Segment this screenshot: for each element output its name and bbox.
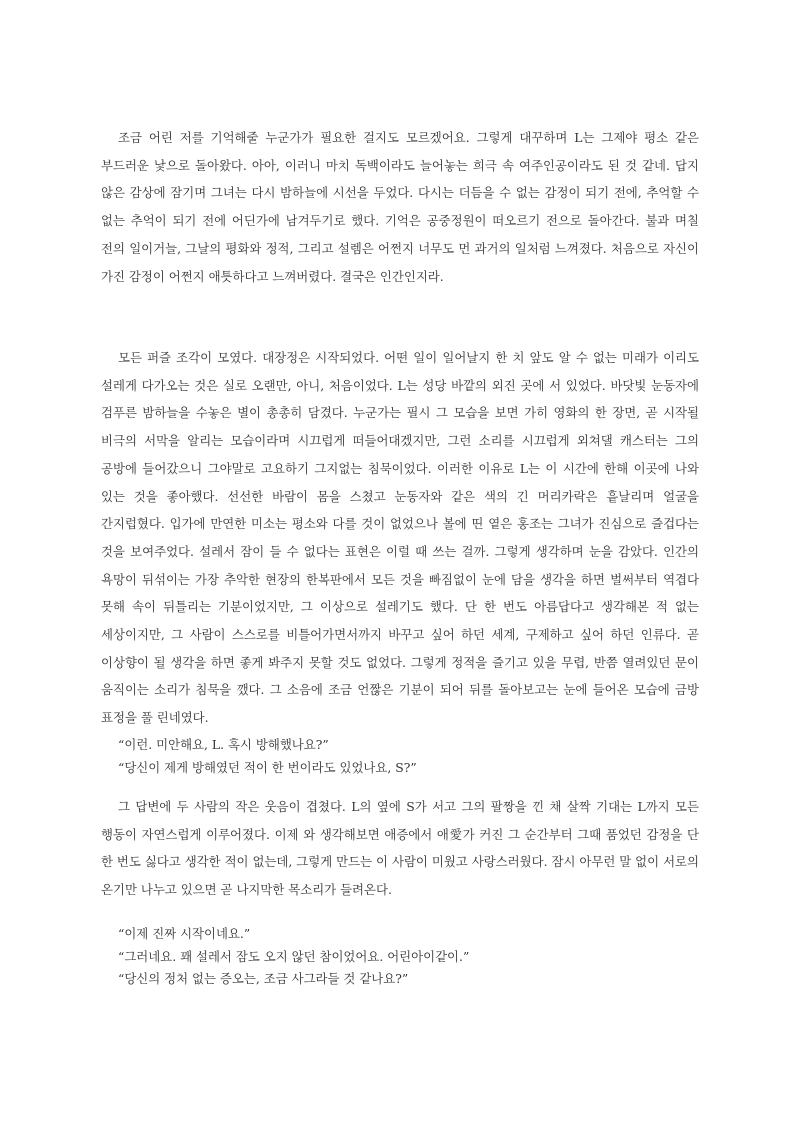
dialogue-line: “이제 진짜 시작이네요.” xyxy=(118,926,251,941)
paragraph-memory: 조금 어린 저를 기억해줄 누군가가 필요한 걸지도 모르겠어요. 그렇게 대꾸하며 L는 그제야 평소 같은 부드러운 낯으로 돌아왔다. 아아, 이러니 마치 독백이라도 늘어놓는 희극 속 여주인공이라도 된 것 같네. 답지 않은 감상에 잠기며 그녀는 다시 밤하늘에 시선을 두었다. 다시는 더듬을 수 없는 감정이 되기 전에, 추억할 수 없는 추억이 되기 전에 어딘가에 남겨두기로 했다. 기억은 공중정원이 떠오르기 전으로 돌아간다. 불과 며칠 전의 일이거늘, 그날의 평화와 정적, 그리고 설렘은 어쩐지 너무도 먼 과거의 일처럼 느껴졌다. 처음으로 자신이 가진 감정이 어쩐지 애틋하다고 느껴버렸다. 결국은 인간인지라. xyxy=(101,130,699,284)
dialogue-line: “그러네요. 꽤 설레서 잠도 오지 않던 참이었어요. 어린아이같이.” xyxy=(118,948,470,964)
dialogue-block-first xyxy=(118,734,698,779)
paragraph-puzzle: 모든 퍼즐 조각이 모였다. 대장정은 시작되었다. 어떤 일이 일어날지 한 치 앞도 알 수 없는 미래가 이리도 설레게 다가오는 것은 실로 오랜만, 아니, 처음이었다. L는 성당 바깥의 외진 곳에 서 있었다. 바닷빛 눈동자에 검푸른 밤하늘을 수놓은 별이 총총히 담겼다. 누군가는 필시 그 모습을 보면 가히 영화의 한 장면, 곧 시작될 비극의 서막을 알리는 모습이라며 시끄럽게 떠들어대겠지만, 그런 소리를 시끄럽게 외쳐댈 캐스터는 그의 공방에 들어갔으니 그야말로 고요하기 그지없는 침묵이었다. 이러한 이유로 L는 이 시간에 한해 이곳에 나와 있는 것을 좋아했다. 선선한 바람이 몸을 스쳤고 눈동자와 같은 색의 긴 머리카락은 흩날리며 얼굴을 간지럽혔다. 입가에 만연한 미소는 평소와 다를 것이 없었으나 볼에 띤 옅은 홍조는 그녀가 진심으로 즐겁다는 것을 보여주었다. 설레서 잠이 들 수 없다는 표현은 이럴 때 쓰는 걸까. 그렇게 생각하며 눈을 감았다. 인간의 욕망이 뒤섞이는 가장 추악한 현장의 한복판에서 모든 것을 빠짐없이 눈에 담을 생각을 하면 벌써부터 역겹다 못해 속이 뒤틀리는 기분이었지만, 그 이상으로 설레기도 했다. 단 한 번도 아름답다고 생각해본 적 없는 세상이지만, 그 사람이 스스로를 비틀어가면서까지 바꾸고 싶어 하던 세계, 구제하고 싶어 하던 인류다. 곧 이상향이 될 생각을 하면 좋게 봐주지 못할 것도 없었다. 그렇게 정적을 즐기고 있을 무렵, 반쯤 열려있던 문이 움직이는 소리가 침묵을 깼다. 그 소음에 조금 언짢은 기분이 되어 뒤를 돌아보고는 눈에 들어온 모습에 금방 표정을 풀 린네였다. xyxy=(101,350,699,726)
dialogue-line: “이런. 미안해요, L. 혹시 방해했나요?” xyxy=(118,737,329,752)
dialogue-line: “당신이 제게 방해였던 적이 한 번이라도 있었나요, S?” xyxy=(118,759,417,775)
dialogue-line: “당신의 정처 없는 증오는, 조금 사그라들 것 같나요?” xyxy=(118,971,409,986)
paragraph-laughter: 그 답변에 두 사람의 작은 웃음이 겹쳤다. L의 옆에 S가 서고 그의 팔짱을 낀 채 살짝 기대는 L까지 모든 행동이 자연스럽게 이루어졌다. 이제 와 생각해보면 애증에서 애愛가 커진 그 순간부터 그때 품었던 감정을 단 한 번도 싫다고 생각한 적이 없는데, 그렇게 만드는 이 사람이 미웠고 사랑스러웠다. 잠시 아무런 말 없이 서로의 온기만 나누고 있으면 곧 나지막한 목소리가 들려온다. xyxy=(101,799,699,898)
dialogue-block-second xyxy=(118,923,698,991)
